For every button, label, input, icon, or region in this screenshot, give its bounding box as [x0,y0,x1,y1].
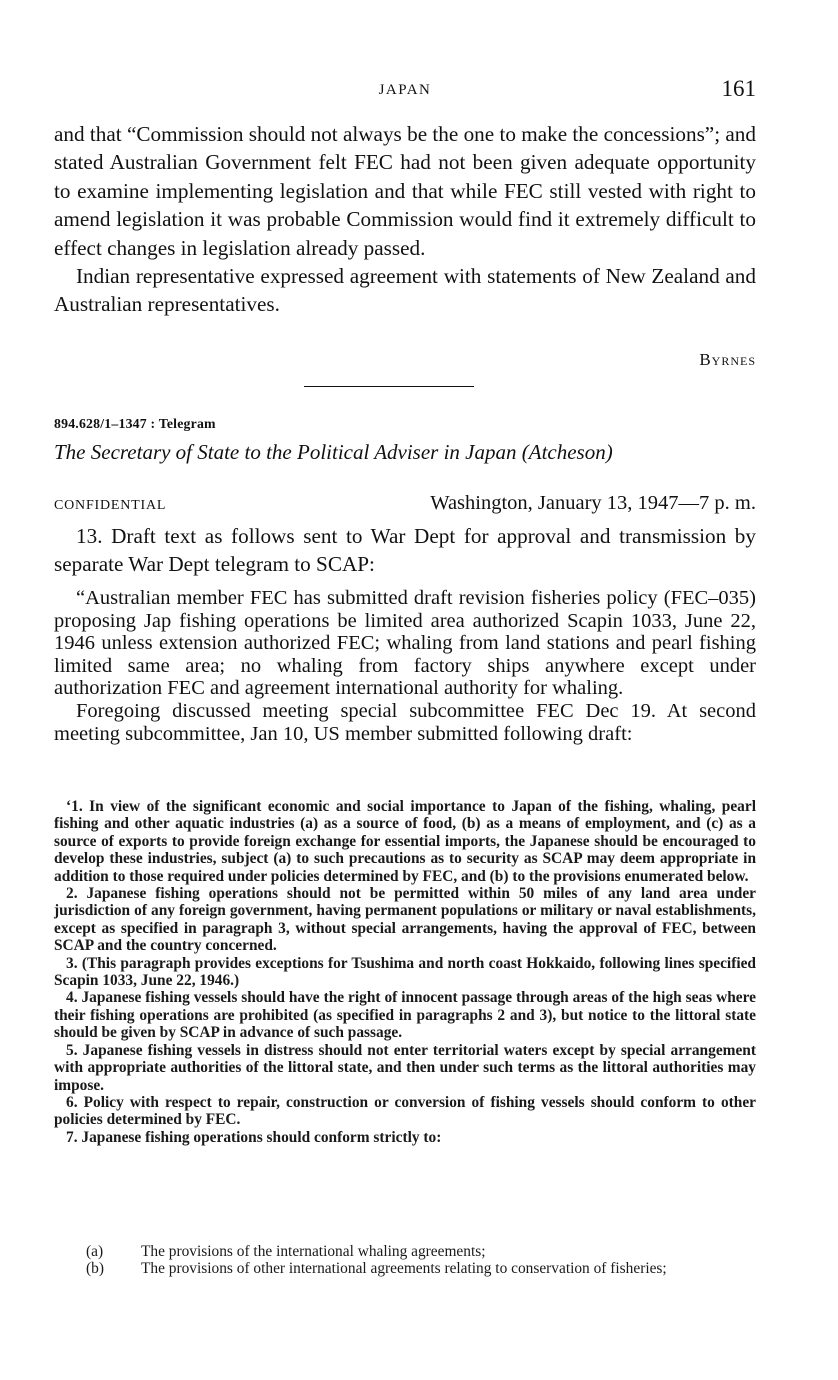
page-header [54,76,756,106]
file-reference: 894.628/1–1347 : Telegram [54,416,216,431]
quote-paragraph-1: “Australian member FEC has submitted draft revision fisheries policy (FEC–035) proposing Jap fishing operations be limited area authorized Scapin 1033, June 22, 1946 unless extension authorized FEC; whaling from land stations and pearl fishing limited same area; no whaling from factory ships anywhere except under authorization FEC and agreement international authority for whaling. [54,587,756,700]
intro-paragraph-2: Indian representative expressed agreement with statements of New Zealand and Australian representatives. [54,264,756,317]
sub-items-list [86,1243,756,1278]
place-date: Washington, January 13, 1947—7 p. m. [430,492,756,514]
draft-items [54,798,756,1146]
section-divider [304,386,474,387]
sub-item-text: The provisions of the international whaling agreements; [141,1243,486,1260]
sub-item-marker: (b) [86,1260,104,1278]
document-heading: The Secretary of State to the Political Adviser in Japan (Atcheson) [54,440,613,464]
draft-item: 2. Japanese fishing operations should not be permitted within 50 miles of any land area under jurisdiction of any foreign government, having permanent populations or military or naval establishments, except as specified in paragraph 3, without special arrangements, having the approval of FEC, between SCAP and the country concerned. [54,885,756,955]
draft-item: 7. Japanese fishing operations should conform strictly to: [66,1128,442,1146]
sub-item [86,1243,756,1260]
page-number: 161 [721,76,756,101]
sub-item-marker: (a) [86,1243,104,1260]
classification-label: CONFIDENTIAL [54,498,167,513]
quote-paragraph-2: Foregoing discussed meeting special subcommittee FEC Dec 19. At second meeting subcommittee, Jan 10, US member submitted following draft: [54,699,756,745]
draft-item: ‘1. In view of the significant economic and social importance to Japan of the fishing, whaling, pearl fishing and other aquatic industries (a) as a source of food, (b) as a means of employment, and (c) as a source of exports to provide foreign exchange for essential imports, the Japanese should be encouraged to develop these industries, subject (a) to such precautions as to security as SCAP may deem appropriate in addition to those required under policies determined by FEC, and (b) to the provisions enumerated below. [54,798,756,885]
draft-item: 3. (This paragraph provides exceptions for Tsushima and north coast Hokkaido, following lines specified Scapin 1033, June 22, 1946.) [54,954,756,990]
running-title: JAPAN [378,82,432,98]
paragraph-13: 13. Draft text as follows sent to War Dept for approval and transmission by separate War Dept telegram to SCAP: [54,524,756,577]
draft-item: 4. Japanese fishing vessels should have the right of innocent passage through areas of the high seas where their fishing operations are prohibited (as specified in paragraphs 2 and 3), but notice to the littoral state should be given by SCAP in advance of such passage. [54,989,756,1042]
signature: Byrnes [699,350,756,369]
dateline [54,492,756,520]
sub-item [86,1260,756,1277]
quoted-telegram [54,587,756,745]
intro-text [54,120,756,319]
sub-item-text: The provisions of other international agreements relating to conservation of fisheries; [141,1260,667,1278]
intro-paragraph-1: and that “Commission should not always be the one to make the concessions”; and stated Australian Government felt FEC had not been given adequate opportunity to examine implementing legislation and that while FEC still vested with right to amend legislation it was probable Commission would find it extremely difficult to effect changes in legislation already passed. [54,122,756,260]
paragraph-13-block [54,522,756,579]
draft-item: 6. Policy with respect to repair, construction or conversion of fishing vessels should conform to other policies determined by FEC. [54,1093,756,1129]
draft-item: 5. Japanese fishing vessels in distress should not enter territorial waters except by special arrangement with appropriate authorities of the littoral state, and then under such terms as the littoral authorities may impose. [54,1041,756,1094]
